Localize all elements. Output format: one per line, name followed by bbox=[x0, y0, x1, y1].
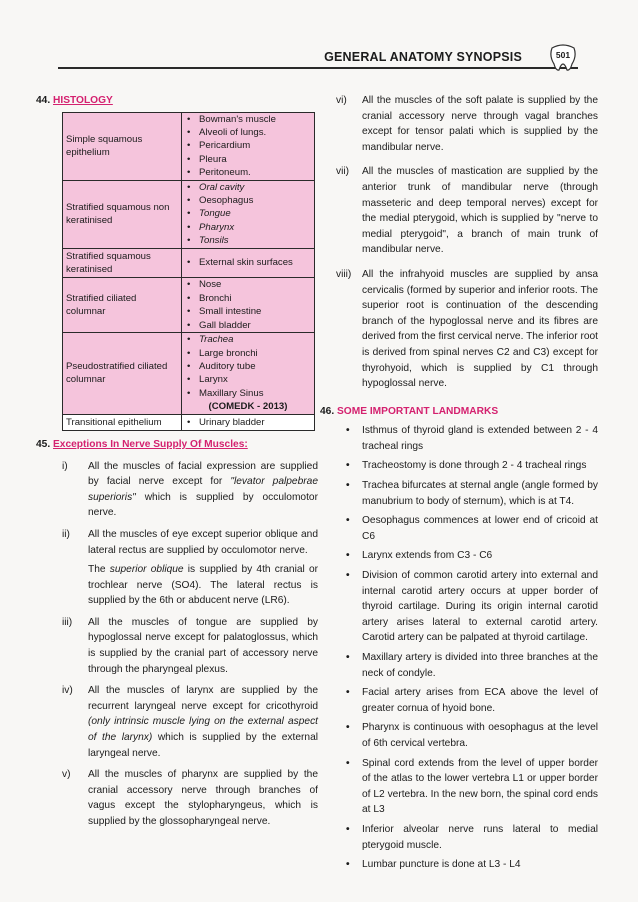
location-item: • Urinary bladder bbox=[185, 416, 311, 429]
location-item: • Pericardium bbox=[185, 139, 311, 152]
item-numeral: v) bbox=[62, 769, 71, 781]
section-number: 44. bbox=[36, 95, 51, 106]
item-subparagraph: The superior oblique is supplied by 4th cranial or trochlear nerve (SO4). The lateral rectus is supplied by the 6th or abducent nerve (LR6). bbox=[88, 564, 319, 607]
section-45-heading bbox=[36, 437, 318, 453]
section-number: 45. bbox=[36, 438, 51, 450]
running-title: GENERAL ANATOMY SYNOPSIS bbox=[324, 50, 522, 64]
item-text-italic: (only intrinsic muscle lying on the external aspect of the larynx) bbox=[88, 716, 318, 744]
item-numeral: iv) bbox=[62, 685, 73, 697]
location-item: • Peritoneum. bbox=[185, 166, 311, 179]
page-header bbox=[58, 50, 578, 69]
list-item: • Pharynx is continuous with oesophagus at the level of 6th cervical vertebra. bbox=[336, 720, 598, 751]
list-item: • Spinal cord extends from the level of upper border of the atlas to the lower vertebra L1 or upper border of L2 vertebra. In the new born, the spinal cord ends at L3 bbox=[336, 756, 598, 818]
location-item: • Oral cavity bbox=[185, 181, 311, 194]
item-numeral: vi) bbox=[336, 95, 347, 106]
epithelium-name: Pseudostratified ciliated columnar bbox=[63, 333, 182, 414]
list-item: • Trachea bifurcates at sternal angle (angle formed by manubrium to body of sternum), which is at T4. bbox=[336, 478, 598, 509]
epithelium-name: Stratified squamous non keratinised bbox=[63, 180, 182, 248]
list-item: • Oesophagus commences at lower end of cricoid at C6 bbox=[336, 513, 598, 544]
table-row bbox=[63, 180, 315, 248]
page-number: 501 bbox=[555, 50, 571, 60]
table-row bbox=[63, 333, 315, 414]
list-item bbox=[336, 164, 598, 258]
item-text: All the muscles of tongue are supplied by hypoglossal nerve except for palatoglossus, which is supplied by the cranial part of accessory nerve through the pharyngeal plexus. bbox=[88, 616, 318, 675]
item-text-italic: "levator palpebrae superioris" bbox=[88, 476, 318, 503]
location-item: • Small intestine bbox=[185, 305, 311, 318]
list-item bbox=[36, 683, 318, 761]
location-item: • Oesophagus bbox=[185, 194, 311, 207]
list-item: • Lumbar puncture is done at L3 - L4 bbox=[336, 857, 598, 873]
location-item: • External skin surfaces bbox=[185, 256, 311, 269]
item-text: All the muscles of mastication are supplied by the anterior trunk of mandibular nerve (through masseteric and deep temporal nerves) except for the medial pterygoid, which is supplied by "nerve to medial pterygoid", a branch of main trunk of mandibular nerve. bbox=[362, 166, 598, 256]
location-item: • Pharynx bbox=[185, 221, 311, 234]
item-numeral: i) bbox=[62, 460, 68, 472]
location-item: • Bowman's muscle bbox=[185, 113, 311, 126]
item-text: All the infrahyoid muscles are supplied by ansa cervicalis (formed by superior and inferior roots. The superior root is continuation of the descending branch of the hypoglossal nerve and its fibres are derived from the first cervical nerve. The inferior root is derived from spinal nerves C2 and C3) except for thyrohyoid, which is supplied by C1 through hypoglossal nerve. bbox=[362, 268, 598, 390]
location-item: • Alveoli of lungs. bbox=[185, 126, 311, 139]
section-title: SOME IMPORTANT LANDMARKS bbox=[337, 405, 499, 417]
right-column bbox=[320, 93, 598, 873]
item-text: which is supplied by the external laryngeal nerve. bbox=[88, 732, 319, 759]
item-text: All the muscles of eye except superior oblique and lateral rectus are supplied by occulomotor nerve. bbox=[88, 528, 318, 556]
item-numeral: iii) bbox=[62, 616, 73, 628]
location-item: • Large bronchi bbox=[185, 347, 311, 360]
location-item: • Bronchi bbox=[185, 292, 311, 305]
section-46-heading bbox=[320, 404, 598, 420]
list-item: • Division of common carotid artery into external and internal carotid artery occurs at upper border of thyroid cartilage. During its origin internal carotid artery arises lateral to external carotid artery. Carotid artery can be palpated at thyroid cartilage. bbox=[336, 568, 598, 646]
table-row bbox=[63, 278, 315, 333]
list-item bbox=[336, 267, 598, 392]
section-title: Exceptions In Nerve Supply Of Muscles: bbox=[53, 438, 248, 450]
list-item bbox=[36, 767, 318, 829]
location-item: • Larynx bbox=[185, 373, 311, 386]
location-item: • Auditory tube bbox=[185, 360, 311, 373]
location-item: • Nose bbox=[185, 278, 311, 291]
list-item: • Isthmus of thyroid gland is extended between 2 - 4 tracheal rings bbox=[336, 423, 598, 454]
list-item: • Tracheostomy is done through 2 - 4 tracheal rings bbox=[336, 458, 598, 474]
list-item bbox=[36, 459, 318, 521]
epithelium-name: Stratified squamous keratinised bbox=[63, 248, 182, 278]
item-numeral: vii) bbox=[336, 166, 350, 178]
list-item: • Facial artery arises from ECA above the level of greater cornua of hyoid bone. bbox=[336, 685, 598, 716]
section-44-heading bbox=[36, 93, 318, 109]
location-item: • Gall bladder bbox=[185, 319, 311, 332]
item-text: All the muscles of facial expression are supplied by facial nerve except for bbox=[88, 460, 318, 488]
exam-note: (COMEDK - 2013) bbox=[208, 401, 288, 413]
epithelium-name: Simple squamous epithelium bbox=[63, 112, 182, 180]
item-text: which is supplied by occulomotor nerve. bbox=[88, 491, 318, 519]
table-row bbox=[63, 112, 315, 180]
location-item: • Maxillary Sinus bbox=[185, 387, 311, 400]
list-item bbox=[36, 527, 318, 609]
landmarks-list bbox=[336, 423, 598, 872]
item-numeral: viii) bbox=[336, 268, 352, 280]
section-title: HISTOLOGY bbox=[53, 95, 113, 106]
list-item: • Inferior alveolar nerve runs lateral to medial pterygoid muscle. bbox=[336, 822, 598, 853]
list-item bbox=[336, 93, 598, 155]
location-item: • Tongue bbox=[185, 207, 311, 220]
item-text: All the muscles of pharynx are supplied by the cranial accessory nerve through branches of vagus except the stylopharyngeus, which is supplied by the glossopharyngeal nerve. bbox=[88, 769, 318, 827]
histology-table bbox=[62, 112, 315, 431]
location-item: • Tonsils bbox=[185, 234, 311, 247]
list-item: • Maxillary artery is divided into three branches at the neck of condyle. bbox=[336, 650, 598, 681]
item-numeral: ii) bbox=[62, 528, 70, 540]
left-column bbox=[36, 93, 318, 830]
table-row bbox=[63, 414, 315, 430]
location-item: • Pleura bbox=[185, 153, 311, 166]
list-item: • Larynx extends from C3 - C6 bbox=[336, 548, 598, 564]
list-item bbox=[36, 615, 318, 677]
epithelium-name: Transitional epithelium bbox=[63, 414, 182, 430]
tooth-page-badge bbox=[548, 44, 578, 72]
epithelium-name: Stratified ciliated columnar bbox=[63, 278, 182, 333]
section-number: 46. bbox=[320, 405, 335, 417]
table-row bbox=[63, 248, 315, 278]
item-text: All the muscles of larynx are supplied by the recurrent laryngeal nerve except for cricothyroid bbox=[88, 685, 318, 712]
item-text: All the muscles of the soft palate is supplied by the cranial accessory nerve through vagal branches except for tensor palati which is supplied by the mandibular nerve. bbox=[362, 95, 598, 153]
location-item: • Trachea bbox=[185, 333, 311, 346]
